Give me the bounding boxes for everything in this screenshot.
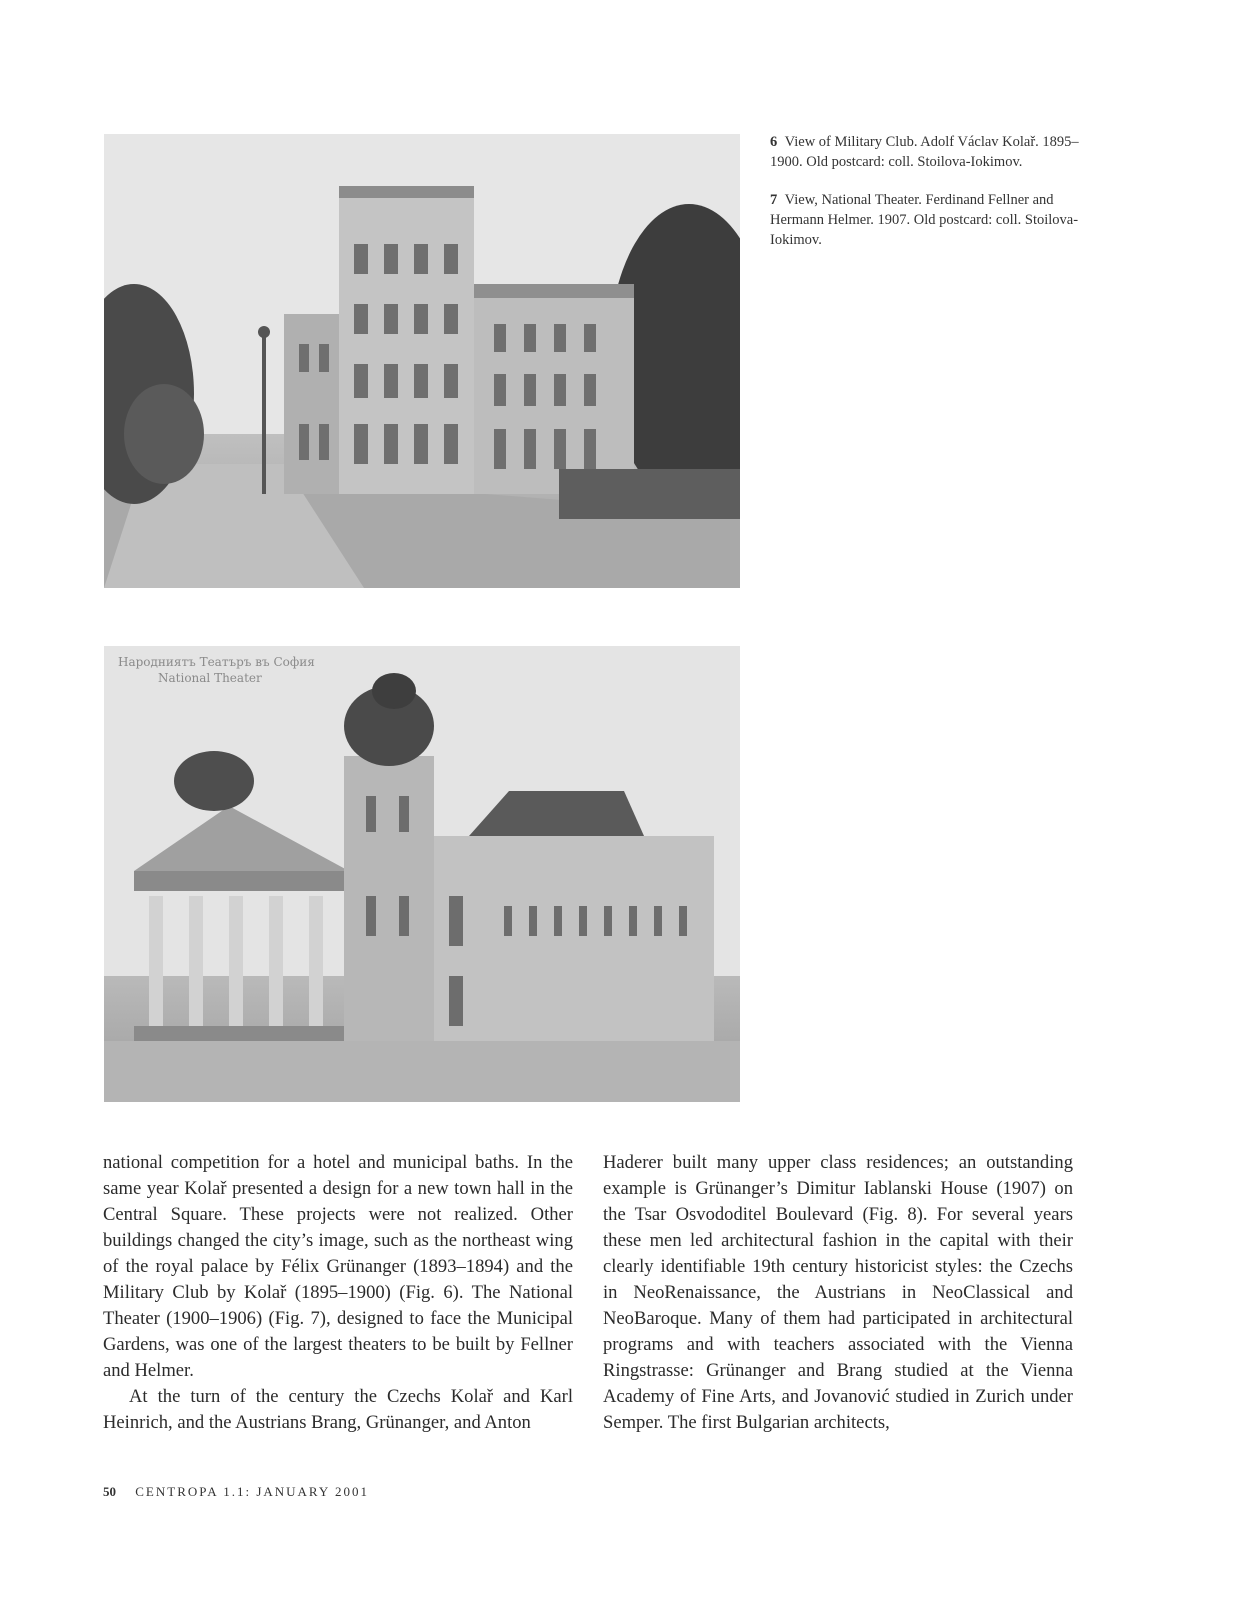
figure-captions bbox=[770, 132, 1080, 268]
caption-fig-6 bbox=[770, 132, 1080, 172]
journal-issue: CENTROPA 1.1: JANUARY 2001 bbox=[135, 1484, 370, 1499]
caption-fig-7 bbox=[770, 190, 1080, 250]
caption-text: View of Military Club. Adolf Václav Kolař. 1895–1900. Old postcard: coll. Stoilova-Iokimov. bbox=[770, 134, 1079, 170]
postcard-inscription-en: National Theater bbox=[158, 671, 262, 685]
postcard-inscription: Народниятъ Театъръ въ София bbox=[118, 655, 315, 669]
figure-6-photo bbox=[104, 134, 740, 588]
caption-text: View, National Theater. Ferdinand Fellner and Hermann Helmer. 1907. Old postcard: coll. Stoilova-Iokimov. bbox=[770, 192, 1079, 248]
body-column-right bbox=[603, 1150, 1073, 1436]
paragraph: At the turn of the century the Czechs Kolař and Karl Heinrich, and the Austrians Brang, Grünanger, and Anton bbox=[103, 1386, 573, 1433]
paragraph: national competition for a hotel and municipal baths. In the same year Kolař presented a design for a new town hall in the Central Square. These projects were not realized. Other buildings changed the city’s image, such as the northeast wing of the royal palace by Félix Grünanger (1893–1894) and the Military Club by Kolař (1895–1900) (Fig. 6). The National Theater (1900–1906) (Fig. 7), designed to face the Municipal Gardens, was one of the largest theaters to be built by Fellner and Helmer. bbox=[103, 1152, 573, 1381]
figure-7-photo bbox=[104, 646, 740, 1102]
national-theater-illustration bbox=[104, 646, 740, 1102]
body-column-left bbox=[103, 1150, 573, 1436]
caption-number: 6 bbox=[770, 134, 778, 150]
caption-number: 7 bbox=[770, 192, 778, 208]
page-footer bbox=[103, 1484, 369, 1500]
paragraph: Haderer built many upper class residences; an outstanding example is Grünanger’s Dimitur Iablanski House (1907) on the Tsar Osvododitel Boulevard (Fig. 8). For several years these men led architectural fashion in the capital with their clearly identifiable 19th century historicist styles: the Czechs in NeoRenaissance, the Austrians in NeoClassical and NeoBaroque. Many of them had participated in architectural programs and with teachers associated with the Vienna Ringstrasse: Grünanger and Brang studied at the Vienna Academy of Fine Arts, and Jovanović studied in Zurich under Semper. The first Bulgarian architects, bbox=[603, 1152, 1073, 1433]
military-club-illustration bbox=[104, 134, 740, 588]
page-number: 50 bbox=[103, 1484, 116, 1499]
